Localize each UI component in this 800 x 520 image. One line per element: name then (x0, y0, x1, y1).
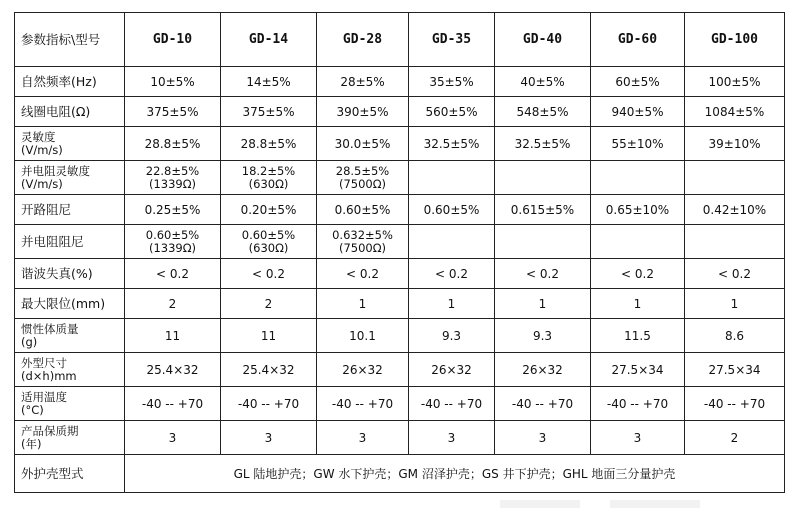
row-label: 自然频率(Hz) (15, 67, 125, 97)
spec-cell: 14±5% (221, 67, 317, 97)
spec-cell: 28.8±5% (221, 127, 317, 161)
spec-row (15, 67, 785, 97)
model-header: GD-40 (495, 13, 591, 67)
spec-cell: 1 (409, 289, 495, 319)
spec-cell: 25.4×32 (125, 353, 221, 387)
spec-cell: 22.8±5% (1339Ω) (125, 161, 221, 195)
spec-cell: 26×32 (317, 353, 409, 387)
spec-cell: 30.0±5% (317, 127, 409, 161)
spec-cell: 0.60±5% (317, 195, 409, 225)
spec-cell: 39±10% (685, 127, 785, 161)
spec-cell: 3 (409, 421, 495, 455)
spec-cell: 10.1 (317, 319, 409, 353)
spec-cell: 11.5 (591, 319, 685, 353)
spec-cell: -40 -- +70 (685, 387, 785, 421)
spec-cell: -40 -- +70 (591, 387, 685, 421)
spec-cell (409, 225, 495, 259)
spec-cell: 0.60±5% (630Ω) (221, 225, 317, 259)
spec-cell: 0.65±10% (591, 195, 685, 225)
row-label: 最大限位(mm) (15, 289, 125, 319)
spec-cell: -40 -- +70 (221, 387, 317, 421)
spec-cell: 100±5% (685, 67, 785, 97)
spec-cell: 0.20±5% (221, 195, 317, 225)
spec-cell: 1 (495, 289, 591, 319)
spec-row (15, 127, 785, 161)
spec-cell: 0.25±5% (125, 195, 221, 225)
spec-cell: 9.3 (495, 319, 591, 353)
spec-cell: 9.3 (409, 319, 495, 353)
spec-cell: 40±5% (495, 67, 591, 97)
model-header: GD-60 (591, 13, 685, 67)
spec-cell (685, 225, 785, 259)
spec-cell: 0.42±10% (685, 195, 785, 225)
corner-header: 参数指标\型号 (15, 13, 125, 67)
spec-cell: 940±5% (591, 97, 685, 127)
spec-row (15, 195, 785, 225)
spec-cell: 11 (125, 319, 221, 353)
row-label: 适用温度 (°C) (15, 387, 125, 421)
spec-row (15, 319, 785, 353)
spec-cell: -40 -- +70 (495, 387, 591, 421)
spec-cell: 2 (685, 421, 785, 455)
spec-row (15, 161, 785, 195)
spec-cell: 8.6 (685, 319, 785, 353)
spec-cell: 560±5% (409, 97, 495, 127)
spec-cell: 0.60±5% (409, 195, 495, 225)
spec-row (15, 421, 785, 455)
spec-cell (409, 161, 495, 195)
spec-cell: < 0.2 (685, 259, 785, 289)
row-label: 并电阻灵敏度 (V/m/s) (15, 161, 125, 195)
spec-cell: 25.4×32 (221, 353, 317, 387)
spec-cell: 3 (591, 421, 685, 455)
spec-cell: 27.5×34 (685, 353, 785, 387)
spec-cell: 0.615±5% (495, 195, 591, 225)
row-label: 并电阻阻尼 (15, 225, 125, 259)
spec-sheet (14, 12, 784, 493)
spec-cell (495, 161, 591, 195)
spec-cell: 60±5% (591, 67, 685, 97)
spec-cell: 3 (125, 421, 221, 455)
spec-cell: < 0.2 (409, 259, 495, 289)
spec-cell: 11 (221, 319, 317, 353)
spec-cell: 390±5% (317, 97, 409, 127)
spec-cell: -40 -- +70 (125, 387, 221, 421)
spec-cell (495, 225, 591, 259)
spec-table-body (15, 13, 785, 493)
spec-cell: 1 (317, 289, 409, 319)
spec-cell (685, 161, 785, 195)
row-label: 灵敏度 (V/m/s) (15, 127, 125, 161)
spec-cell: 1084±5% (685, 97, 785, 127)
faint-mark (610, 500, 700, 508)
spec-cell: 2 (221, 289, 317, 319)
model-header: GD-35 (409, 13, 495, 67)
spec-cell: 548±5% (495, 97, 591, 127)
spec-row (15, 353, 785, 387)
spec-cell: -40 -- +70 (317, 387, 409, 421)
spec-cell: 3 (317, 421, 409, 455)
spec-cell: 55±10% (591, 127, 685, 161)
spec-cell: 28±5% (317, 67, 409, 97)
spec-row (15, 289, 785, 319)
spec-row (15, 97, 785, 127)
spec-cell: 26×32 (409, 353, 495, 387)
spec-cell (591, 225, 685, 259)
spec-cell: 10±5% (125, 67, 221, 97)
header-row (15, 13, 785, 67)
spec-cell: 3 (495, 421, 591, 455)
spec-cell: 0.60±5% (1339Ω) (125, 225, 221, 259)
spec-cell: 375±5% (125, 97, 221, 127)
spec-cell: 1 (685, 289, 785, 319)
model-header: GD-28 (317, 13, 409, 67)
spec-row (15, 225, 785, 259)
faint-mark (500, 500, 580, 508)
row-label: 惯性体质量 (g) (15, 319, 125, 353)
row-label: 线圈电阻(Ω) (15, 97, 125, 127)
spec-cell: < 0.2 (495, 259, 591, 289)
housing-types: GL 陆地护壳；GW 水下护壳；GM 沼泽护壳；GS 井下护壳；GHL 地面三分量护壳 (125, 455, 785, 493)
spec-cell (591, 161, 685, 195)
model-header: GD-10 (125, 13, 221, 67)
model-header: GD-14 (221, 13, 317, 67)
spec-cell: < 0.2 (125, 259, 221, 289)
spec-cell: 28.8±5% (125, 127, 221, 161)
row-label: 开路阻尼 (15, 195, 125, 225)
footer-label: 外护壳型式 (15, 455, 125, 493)
spec-cell: < 0.2 (317, 259, 409, 289)
spec-cell: < 0.2 (591, 259, 685, 289)
spec-cell: 27.5×34 (591, 353, 685, 387)
spec-cell: 375±5% (221, 97, 317, 127)
footer-row (15, 455, 785, 493)
model-header: GD-100 (685, 13, 785, 67)
spec-cell: 2 (125, 289, 221, 319)
spec-row (15, 259, 785, 289)
spec-cell: 26×32 (495, 353, 591, 387)
spec-cell: 0.632±5% (7500Ω) (317, 225, 409, 259)
spec-cell: 3 (221, 421, 317, 455)
spec-cell: 35±5% (409, 67, 495, 97)
spec-row (15, 387, 785, 421)
spec-cell: 32.5±5% (495, 127, 591, 161)
spec-table (14, 12, 785, 493)
row-label: 外型尺寸 (d×h)mm (15, 353, 125, 387)
spec-cell: 1 (591, 289, 685, 319)
spec-cell: < 0.2 (221, 259, 317, 289)
row-label: 产品保质期 (年) (15, 421, 125, 455)
spec-cell: 28.5±5% (7500Ω) (317, 161, 409, 195)
spec-cell: 32.5±5% (409, 127, 495, 161)
spec-cell: 18.2±5% (630Ω) (221, 161, 317, 195)
spec-cell: -40 -- +70 (409, 387, 495, 421)
row-label: 谐波失真(%) (15, 259, 125, 289)
